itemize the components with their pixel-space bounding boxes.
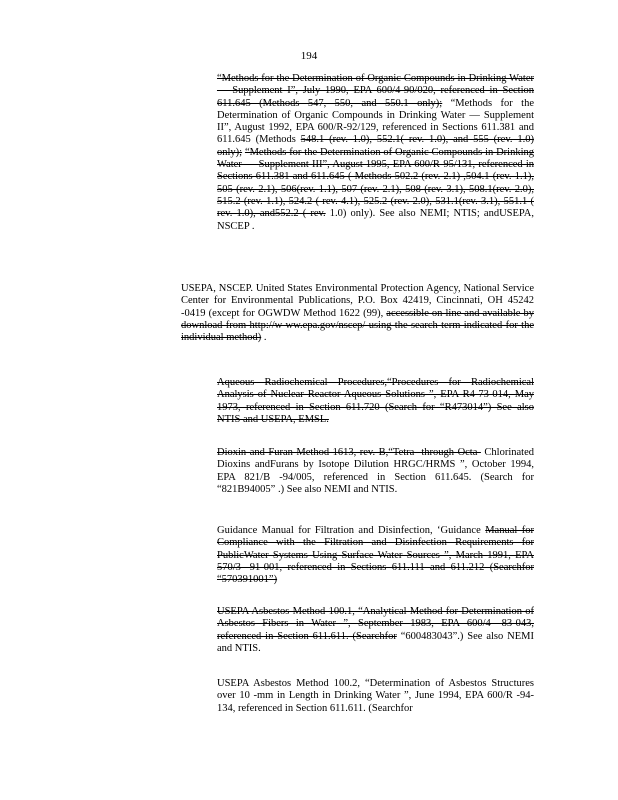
entry-text: USEPA, NSCEP. United States Environmental Protection Agency, National Service Center for Environmental Publications, P.O. Box 42419, Cincinnati, OH 45242 -0419 (except for OGWDW Method 1622 (99),: [181, 283, 534, 319]
entry-text: USEPA Asbestos Method 100.2, “Determination of Asbestos Structures over 10 -mm in Length in Drinking Water ”, June 1994, EPA 600/R -94-134, referenced in Section 611.611. (Searchfor: [217, 678, 534, 714]
page-number: 194: [300, 50, 318, 62]
struck-text: 548.1 (rev. 1.0), 552.1( rev. 1.0), and 555 (rev. 1.0) only);: [217, 134, 534, 158]
entry-text: “Methods for the Determination of Organic Compounds in Drinking Water — Supplement II”, August 1992, EPA 600/R-92/129, referenced in Sections 611.381 and 611.645 (Methods: [217, 97, 534, 146]
entry-guidance-manual: [217, 525, 534, 586]
entry-asbestos-100-2: [217, 678, 534, 715]
entry-text: “600483043”.) See also NEMI and NTIS.: [217, 630, 534, 654]
struck-text: “Methods for the Determination of Organic Compounds in Drinking Water — Supplement I”, July 1990, EPA 600/4-90/020, referenced in Section 611.645 (Methods 547, 550, and 550.1 only);: [217, 73, 534, 109]
struck-text: “Methods for the Determination of Organic Compounds in Drinking Water — Supplement III”, August 1995, EPA 600/R-95/131, referenced in Sections 611.381 and 611.645 ( Methods 502.2 (rev. 2.1) ,504.1 (rev. 1.1), 505 (rev. 2.1), 506(rev. 1.1), 507 (rev. 2.1), 508 (rev. 3.1), 508.1(rev. 2.0), 515.2 (rev. 1.1), 524.2 ( rev. 4.1), 525.2 (rev. 2.0), 531.1(rev. 3.1), 551.1 ( rev. 1.0), and552.2 ( rev.: [217, 146, 534, 220]
entry-text: .: [261, 332, 267, 344]
entry-text: Guidance Manual for Filtration and Disinfection, ‘Guidance: [217, 525, 486, 536]
entry-aqueous-radiochemical: [217, 377, 534, 426]
struck-text: USEPA Asbestos Method 100.1, “Analytical Method for Determination of Asbestos Fibers in Water ”, September 1983, EPA 600/4 -83-043, referenced in Section 611.611. (Searchfor: [217, 606, 534, 642]
struck-text: Dioxin and Furan Method 1613, rev. B,“Tetra- through Octa-: [217, 447, 481, 458]
entry-asbestos-100-1: [217, 606, 534, 655]
struck-text: accessible on line and available by download from http://w ww.epa.gov/nscep/ using the search term indicated for the individual method): [181, 307, 535, 344]
entry-text: 1.0) only). See also NEMI; NTIS; andUSEPA, NSCEP .: [217, 208, 534, 232]
entry-text: Chlorinated Dioxins andFurans by Isotope Dilution HRGC/HRMS ”, October 1994, EPA 821/B -94/005, referenced in Section 611.645. (Search for “821B94005” .) See also NEMI and NTIS.: [217, 447, 534, 495]
entry-usepa-nscep: [181, 283, 534, 344]
entry-organic-compounds: [217, 73, 534, 233]
entry-dioxin-furan: [217, 447, 534, 496]
struck-text: Manual for Compliance with the Filtration and Disinfection Requirements for PublicWater Systems Using Surface Water Sources ”, March 1991, EPA 570/3 -91-001, referenced in Sections 611.111 and 611.212 (Searchfor “570391001”): [217, 525, 534, 586]
struck-text: Aqueous Radiochemical Procedures,“Procedures for Radiochemical Analysis of Nuclear Reactor Aqueous Solutions ”, EPA R4-73-014, May 1973, referenced in Section 611.720 (Search for “R473014”) See also NTIS and USEPA, EMSL.: [217, 377, 534, 425]
